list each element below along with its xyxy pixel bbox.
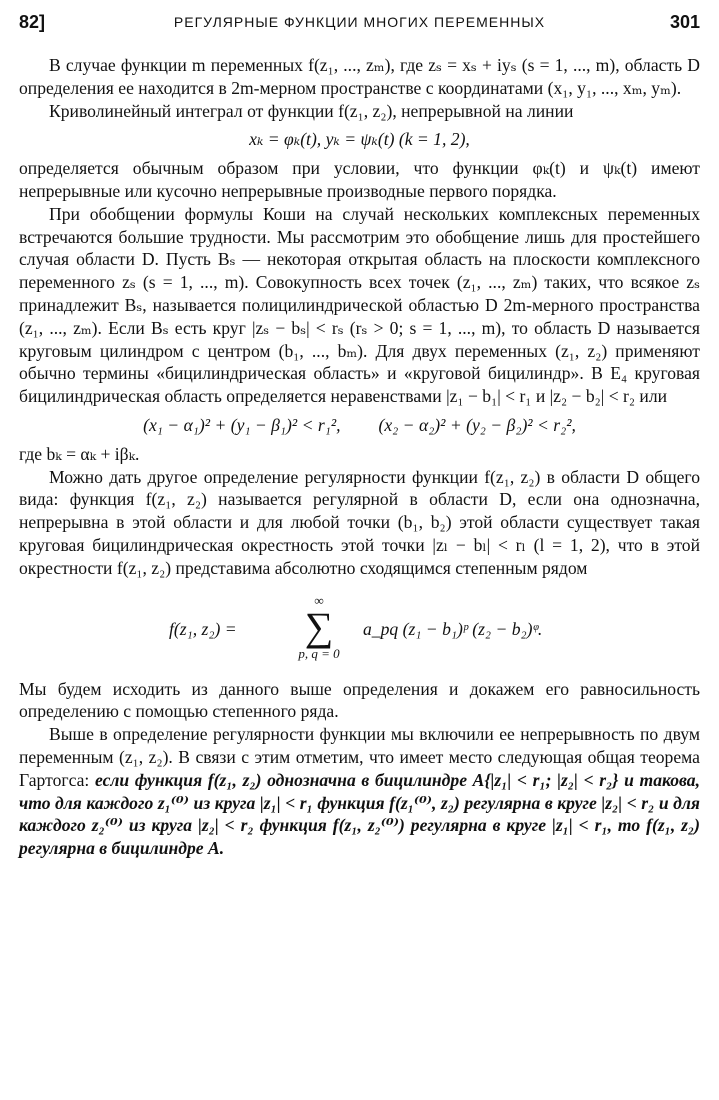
paragraph-regularity-definition: Можно дать другое определение регулярности функции f(z₁, z₂) в области D общего вида: функция f(z₁, z₂) называется регулярной в области D, если она однозначна, непрерывна в этой области и для любой точки (b₁, b₂) этой области существует такая круговая бицилиндрическая окрестность этой точки |zₗ − bₗ| < rₗ (l = 1, 2), что в этой окрестности f(z₁, z₂) представима абсолютно сходящимся степенным рядом [19, 466, 700, 578]
series-lhs: f(z₁, z₂) = [169, 618, 237, 639]
section-number: 82] [19, 12, 46, 32]
hartogs-theorem: если функция f(z₁, z₂) однозначна в бицилиндре A{|z₁| < r₁; |z₂| < r₂} и такова, что для каждого z₁⁽⁰⁾ из круга |z₁| < r₁ функция f(z₁⁽⁰⁾, z₂) регулярна в круге |z₂| < r₂ и для каждого z₂⁽⁰⁾ из круга |z₂| < r₂ функция f(z₁, z₂⁽⁰⁾) регулярна в круге |z₁| < r₁, то f(z₁, z₂) регулярна в бицилиндре A. [19, 769, 700, 859]
formula-curve: xₖ = φₖ(t), yₖ = ψₖ(t) (k = 1, 2), [249, 129, 470, 150]
paragraph-hartogs-intro [19, 723, 700, 860]
paragraph-equivalence: Мы будем исходить из данного выше определения и докажем его равносильность определению с помощью степенного ряда. [19, 678, 700, 722]
paragraph-curvilinear-integral: Криволинейный интеграл от функции f(z₁, z₂), непрерывной на линии [49, 100, 574, 121]
sum-upper-limit: ∞ [314, 592, 324, 608]
running-header [19, 12, 700, 42]
series-rhs: a_pq (z₁ − b₁)ᵖ (z₂ − b₂)ᵠ. [363, 618, 543, 639]
sum-lower-limit: p, q = 0 [298, 645, 340, 661]
inequality-2: (x₂ − α₂)² + (y₂ − β₂)² < r₂², [378, 414, 576, 435]
sigma-symbol: ∑ [304, 603, 334, 649]
paragraph-definition-condition: определяется обычным образом при условии, что функции φₖ(t) и ψₖ(t) имеют непрерывные или кусочно непрерывные производные первого порядка. [19, 158, 700, 201]
paragraph-m-variables: В случае функции m переменных f(z₁, ..., zₘ), где zₛ = xₛ + iyₛ (s = 1, ..., m), область D определения ее находится в 2m-мерном пространстве с координатами (x₁, y₁, ..., xₘ, yₘ). [19, 55, 700, 98]
hartogs-lead: Выше в определение регулярности функции мы включили ее непрерывность по двум переменным (z₁, z₂). В связи с этим отметим, что имеет место следующая общая теорема Гартогса: [19, 724, 700, 790]
inequality-1: (x₁ − α₁)² + (y₁ − β₁)² < r₁², [143, 414, 341, 435]
formula-power-series [19, 590, 700, 666]
paragraph-cauchy-generalization: При обобщении формулы Коши на случай нескольких комплексных переменных встречаются большие трудности. Мы рассмотрим это обобщение лишь для простейшего случая области D. Пусть Bₛ — некоторая открытая область на плоскости комплексного переменного zₛ (s = 1, ..., m). Совокупность всех точек (z₁, ..., zₘ) таких, что всякое zₛ принадлежит Bₛ, называется полицилиндрической областью D 2m-мерного пространства (z₁, ..., zₘ). Если Bₛ есть круг |zₛ − bₛ| < rₛ (rₛ > 0; s = 1, ..., m), то область D называется круговым цилиндром с центром (b₁, ..., bₘ). Для двух переменных (z₁, z₂) применяют обычно термины «бицилиндрическая область» и «круговой бицилиндр». В E₄ круговая бицилиндрическая область определяется неравенствами |z₁ − b₁| < r₁ и |z₂ − b₂| < r₂ или [19, 203, 700, 407]
paragraph-b-definition: где bₖ = αₖ + iβₖ. [19, 443, 140, 464]
page-body [19, 54, 700, 860]
summation-sign [284, 594, 354, 660]
formula-bicylinder-inequalities [19, 414, 700, 437]
page-number: 301 [669, 12, 700, 32]
running-title: РЕГУЛЯРНЫЕ ФУНКЦИИ МНОГИХ ПЕРЕМЕННЫХ [173, 14, 546, 30]
